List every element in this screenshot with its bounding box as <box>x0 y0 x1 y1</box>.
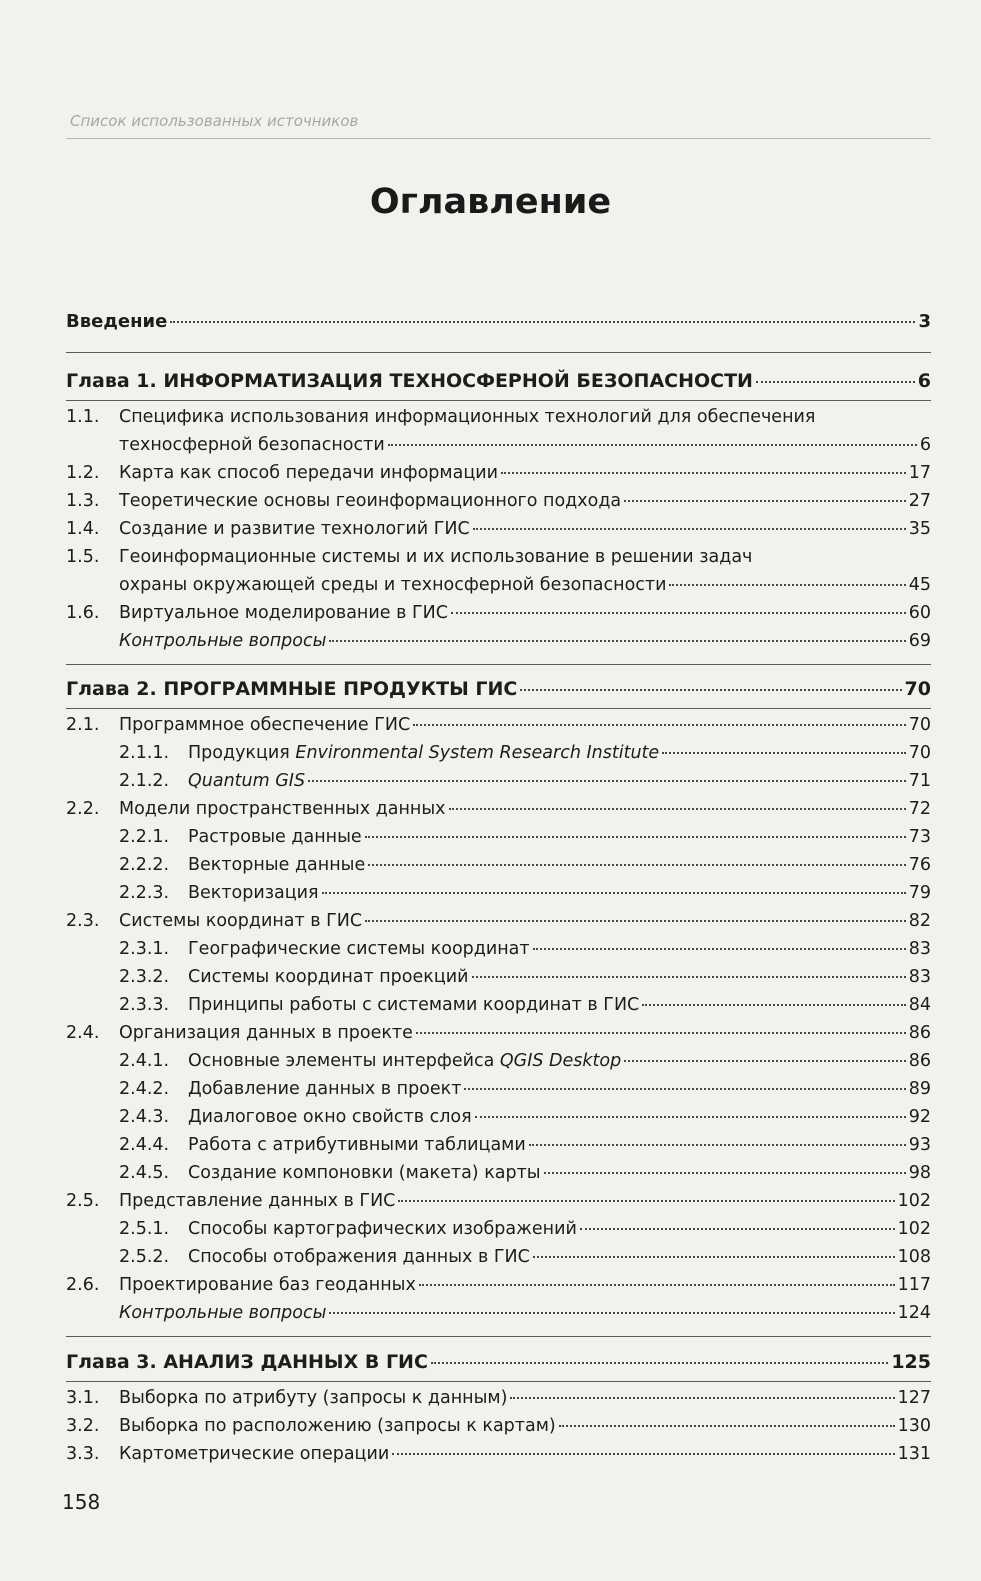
toc-number: 2.1. <box>66 715 100 735</box>
toc-item[interactable] <box>66 1414 931 1438</box>
toc-number: 2.2.1. <box>119 827 170 847</box>
toc-label <box>119 713 410 737</box>
toc-page-number: 108 <box>897 1247 931 1267</box>
toc-number: 2.2.3. <box>119 883 170 903</box>
toc-label <box>188 1049 621 1073</box>
toc-label-part: Добавление данных в проект <box>188 1079 462 1099</box>
toc-label-part: QGIS Desktop <box>499 1051 622 1071</box>
toc-item[interactable] <box>119 853 931 877</box>
toc-label-part: Диалоговое окно свойств слоя <box>188 1107 472 1127</box>
toc-label-part: Теоретические основы геоинформационного подхода <box>119 491 622 511</box>
toc-label <box>119 601 448 625</box>
toc-label-part: Системы координат в ГИС <box>119 911 363 931</box>
dot-leader <box>419 1284 895 1286</box>
toc-item[interactable] <box>119 1245 931 1269</box>
dot-leader <box>624 1060 905 1062</box>
toc-item[interactable] <box>66 461 931 485</box>
toc-page-number: 131 <box>897 1444 931 1464</box>
dot-leader <box>170 321 915 323</box>
toc-chapter[interactable] <box>66 369 931 393</box>
toc-item[interactable] <box>66 909 931 933</box>
toc-label <box>119 489 621 513</box>
toc-number: 2.4.5. <box>119 1163 170 1183</box>
dot-leader <box>365 920 906 922</box>
toc-label-part: Quantum GIS <box>188 771 306 791</box>
dot-leader <box>533 1256 895 1258</box>
toc-page-number: 27 <box>908 491 931 511</box>
toc-item[interactable] <box>66 797 931 821</box>
dot-leader <box>329 640 905 642</box>
toc-page-number: 6 <box>919 435 931 455</box>
toc-label <box>188 1161 541 1185</box>
toc-number: 2.4.4. <box>119 1135 170 1155</box>
toc-number: 2.4.1. <box>119 1051 170 1071</box>
toc-label-part: Виртуальное моделирование в ГИС <box>119 603 448 623</box>
toc-page-number: 83 <box>908 939 931 959</box>
toc-label <box>119 433 385 457</box>
toc-label-line1: Геоинформационные системы и их использование в решении задач <box>119 547 753 567</box>
toc-label-part: Проектирование баз геоданных <box>119 1275 416 1295</box>
dot-leader <box>624 500 906 502</box>
toc-page-number: 72 <box>908 799 931 819</box>
toc-item-questions[interactable] <box>119 1301 931 1325</box>
toc-label <box>119 1273 416 1297</box>
toc-number: 2.5.2. <box>119 1247 170 1267</box>
running-head: Список использованных источников <box>70 112 359 130</box>
toc-page-number: 45 <box>908 575 931 595</box>
section-rule <box>66 400 931 401</box>
toc-label <box>66 310 167 334</box>
toc-item[interactable] <box>119 881 931 905</box>
dot-leader <box>388 444 917 446</box>
section-rule <box>66 708 931 709</box>
toc-label <box>119 1189 395 1213</box>
toc-page-number: 127 <box>897 1388 931 1408</box>
toc-label-part: Глава 3. АНАЛИЗ ДАННЫХ В ГИС <box>66 1351 428 1373</box>
toc-page-number: 6 <box>917 370 931 392</box>
toc-label <box>188 769 305 793</box>
section-rule <box>66 352 931 353</box>
dot-leader <box>533 948 906 950</box>
dot-leader <box>308 780 906 782</box>
dot-leader <box>520 689 901 691</box>
toc-label-part: Создание и развитие технологий ГИС <box>119 519 470 539</box>
toc-item[interactable] <box>119 825 931 849</box>
toc-label <box>188 1105 472 1129</box>
toc-label-part: Системы координат проекций <box>188 967 469 987</box>
toc-page-number: 35 <box>908 519 931 539</box>
toc-label <box>188 741 659 765</box>
toc-item[interactable] <box>66 1442 931 1466</box>
toc-label <box>66 1350 428 1374</box>
dot-leader <box>475 1116 906 1118</box>
toc-number: 2.5.1. <box>119 1219 170 1239</box>
toc-label-part: Основные элементы интерфейса <box>188 1051 500 1071</box>
toc-page-number: 130 <box>897 1416 931 1436</box>
dot-leader <box>449 808 906 810</box>
toc-label-part: Способы отображения данных в ГИС <box>188 1247 530 1267</box>
toc-item[interactable] <box>119 769 931 793</box>
toc-label <box>119 909 362 933</box>
dot-leader <box>472 976 906 978</box>
toc-page-number: 70 <box>908 743 931 763</box>
toc-label <box>188 1133 526 1157</box>
dot-leader <box>392 1453 894 1455</box>
toc-number: 3.2. <box>66 1416 100 1436</box>
section-rule <box>66 664 931 665</box>
toc-number: 2.3. <box>66 911 100 931</box>
toc-number: 2.4.3. <box>119 1107 170 1127</box>
toc-item[interactable] <box>119 965 931 989</box>
dot-leader <box>451 612 906 614</box>
toc-page-number: 17 <box>908 463 931 483</box>
toc-item[interactable] <box>119 1133 931 1157</box>
toc-page-number: 70 <box>904 678 931 700</box>
toc-number: 2.6. <box>66 1275 100 1295</box>
toc-number: 1.5. <box>66 547 100 567</box>
toc-chapter[interactable] <box>66 1350 931 1374</box>
section-rule <box>66 1381 931 1382</box>
dot-leader <box>413 724 906 726</box>
toc-label <box>119 797 446 821</box>
toc-page-number: 92 <box>908 1107 931 1127</box>
toc-label-part: Работа с атрибутивными таблицами <box>188 1135 526 1155</box>
toc-label-part: Выборка по расположению (запросы к картам) <box>119 1416 556 1436</box>
toc-number: 1.4. <box>66 519 100 539</box>
toc-page-number: 84 <box>908 995 931 1015</box>
dot-leader <box>756 381 915 383</box>
toc-item[interactable] <box>66 1189 931 1213</box>
toc-item[interactable] <box>119 573 931 597</box>
dot-leader <box>368 864 905 866</box>
toc-label <box>119 573 666 597</box>
toc-label-part: Контрольные вопросы <box>119 631 327 651</box>
toc-page-number: 102 <box>897 1219 931 1239</box>
dot-leader <box>431 1362 888 1364</box>
toc-label <box>188 1245 530 1269</box>
toc-label-part: Векторные данные <box>188 855 366 875</box>
toc-number: 2.5. <box>66 1191 100 1211</box>
toc-page-number: 79 <box>908 883 931 903</box>
toc-label-part: Принципы работы с системами координат в ГИС <box>188 995 640 1015</box>
toc-label-part: Программное обеспечение ГИС <box>119 715 411 735</box>
toc-page-number: 124 <box>897 1303 931 1323</box>
toc-label-part: техносферной безопасности <box>119 435 385 455</box>
toc-label-part: Карта как способ передачи информации <box>119 463 498 483</box>
dot-leader <box>329 1312 894 1314</box>
toc-item[interactable] <box>119 937 931 961</box>
toc-label-part: Растровые данные <box>188 827 362 847</box>
toc-label-part: Выборка по атрибуту (запросы к данным) <box>119 1388 508 1408</box>
toc-item[interactable] <box>119 993 931 1017</box>
toc-page-number: 73 <box>908 827 931 847</box>
dot-leader <box>662 752 906 754</box>
toc-label <box>119 1301 326 1325</box>
toc-label-part: Картометрические операции <box>119 1444 390 1464</box>
toc-item[interactable] <box>119 1105 931 1129</box>
toc-label <box>119 1442 389 1466</box>
dot-leader <box>464 1088 905 1090</box>
toc-page-number: 83 <box>908 967 931 987</box>
toc-number: 2.1.2. <box>119 771 170 791</box>
toc-label <box>119 1021 413 1045</box>
toc-page-number: 70 <box>908 715 931 735</box>
toc-page-number: 3 <box>918 311 931 332</box>
toc-number: 3.3. <box>66 1444 100 1464</box>
toc-page-number: 71 <box>908 771 931 791</box>
toc-label-part: охраны окружающей среды и техносферной безопасности <box>119 575 667 595</box>
section-rule <box>66 1336 931 1337</box>
toc-label-part: Environmental System Research Institute <box>295 743 660 763</box>
toc-label-part: Векторизация <box>188 883 319 903</box>
toc-page-number: 93 <box>908 1135 931 1155</box>
toc-label-part: Организация данных в проекте <box>119 1023 413 1043</box>
toc-item[interactable] <box>119 433 931 457</box>
toc-label <box>188 825 362 849</box>
toc-item[interactable] <box>119 1077 931 1101</box>
dot-leader <box>529 1144 906 1146</box>
toc-label-part: Глава 2. ПРОГРАММНЫЕ ПРОДУКТЫ ГИС <box>66 678 518 700</box>
toc-label-part: Контрольные вопросы <box>119 1303 327 1323</box>
toc-label <box>119 1386 507 1410</box>
toc-label-part: Введение <box>66 311 168 332</box>
toc-label <box>188 881 319 905</box>
toc-label <box>188 965 469 989</box>
toc-number: 1.3. <box>66 491 100 511</box>
toc-number: 3.1. <box>66 1388 100 1408</box>
toc-number: 2.1.1. <box>119 743 170 763</box>
dot-leader <box>559 1425 895 1427</box>
toc-page-number: 86 <box>908 1051 931 1071</box>
dot-leader <box>416 1032 906 1034</box>
toc-number: 2.3.3. <box>119 995 170 1015</box>
toc-item[interactable] <box>66 489 931 513</box>
toc-chapter[interactable] <box>66 677 931 701</box>
toc-item-questions[interactable] <box>119 629 931 653</box>
toc-number: 1.6. <box>66 603 100 623</box>
toc-label <box>188 937 530 961</box>
toc-number: 2.3.2. <box>119 967 170 987</box>
page-title: Оглавление <box>369 182 612 222</box>
toc-label-part: Способы картографических изображений <box>188 1219 577 1239</box>
dot-leader <box>642 1004 905 1006</box>
toc-number: 2.4. <box>66 1023 100 1043</box>
toc-label-line1: Специфика использования информационных технологий для обеспечения <box>119 407 816 427</box>
toc-item[interactable] <box>66 1021 931 1045</box>
toc-label <box>66 677 517 701</box>
page-number: 158 <box>62 1490 101 1514</box>
toc-page-number: 86 <box>908 1023 931 1043</box>
dot-leader <box>398 1200 894 1202</box>
dot-leader <box>544 1172 906 1174</box>
toc-item[interactable] <box>119 1217 931 1241</box>
toc-page-number: 89 <box>908 1079 931 1099</box>
toc-page-number: 125 <box>891 1351 931 1373</box>
dot-leader <box>473 528 906 530</box>
toc-label-part: Продукция <box>188 743 296 763</box>
toc-item[interactable] <box>66 1386 931 1410</box>
dot-leader <box>365 836 906 838</box>
toc-wrapped-line <box>66 545 752 569</box>
dot-leader <box>669 584 905 586</box>
toc-item[interactable] <box>66 1273 931 1297</box>
dot-leader <box>580 1228 895 1230</box>
toc-label-part: Создание компоновки (макета) карты <box>188 1163 541 1183</box>
toc-wrapped-line <box>66 405 815 429</box>
toc-label <box>119 461 498 485</box>
toc-item[interactable] <box>119 1161 931 1185</box>
toc-number: 2.2. <box>66 799 100 819</box>
toc-page-number: 117 <box>897 1275 931 1295</box>
toc-label <box>119 1414 556 1438</box>
toc-item[interactable] <box>66 601 931 625</box>
toc-number: 1.2. <box>66 463 100 483</box>
toc-introduction[interactable] <box>66 310 931 334</box>
toc-page-number: 82 <box>908 911 931 931</box>
dot-leader <box>510 1397 894 1399</box>
toc-label-part: Географические системы координат <box>188 939 530 959</box>
toc-label <box>188 1217 577 1241</box>
toc-page-number: 102 <box>897 1191 931 1211</box>
toc-label <box>119 517 470 541</box>
toc-number: 2.2.2. <box>119 855 170 875</box>
toc-number: 2.4.2. <box>119 1079 170 1099</box>
toc-page-number: 76 <box>908 855 931 875</box>
toc-label <box>188 993 639 1017</box>
toc-number: 2.3.1. <box>119 939 170 959</box>
toc-label <box>188 1077 461 1101</box>
toc-number: 1.1. <box>66 407 100 427</box>
toc-item[interactable] <box>66 713 931 737</box>
toc-page-number: 69 <box>908 631 931 651</box>
toc-label-part: Представление данных в ГИС <box>119 1191 396 1211</box>
toc-page-number: 98 <box>908 1163 931 1183</box>
dot-leader <box>322 892 906 894</box>
toc-label-part: Глава 1. ИНФОРМАТИЗАЦИЯ ТЕХНОСФЕРНОЙ БЕЗОПАСНОСТИ <box>66 370 753 392</box>
toc-label <box>188 853 365 877</box>
toc-item[interactable] <box>66 517 931 541</box>
toc-label-part: Модели пространственных данных <box>119 799 446 819</box>
toc-item[interactable] <box>119 1049 931 1073</box>
dot-leader <box>501 472 906 474</box>
toc-label <box>119 629 326 653</box>
toc-page-number: 60 <box>908 603 931 623</box>
toc-item[interactable] <box>119 741 931 765</box>
toc-label <box>66 369 753 393</box>
